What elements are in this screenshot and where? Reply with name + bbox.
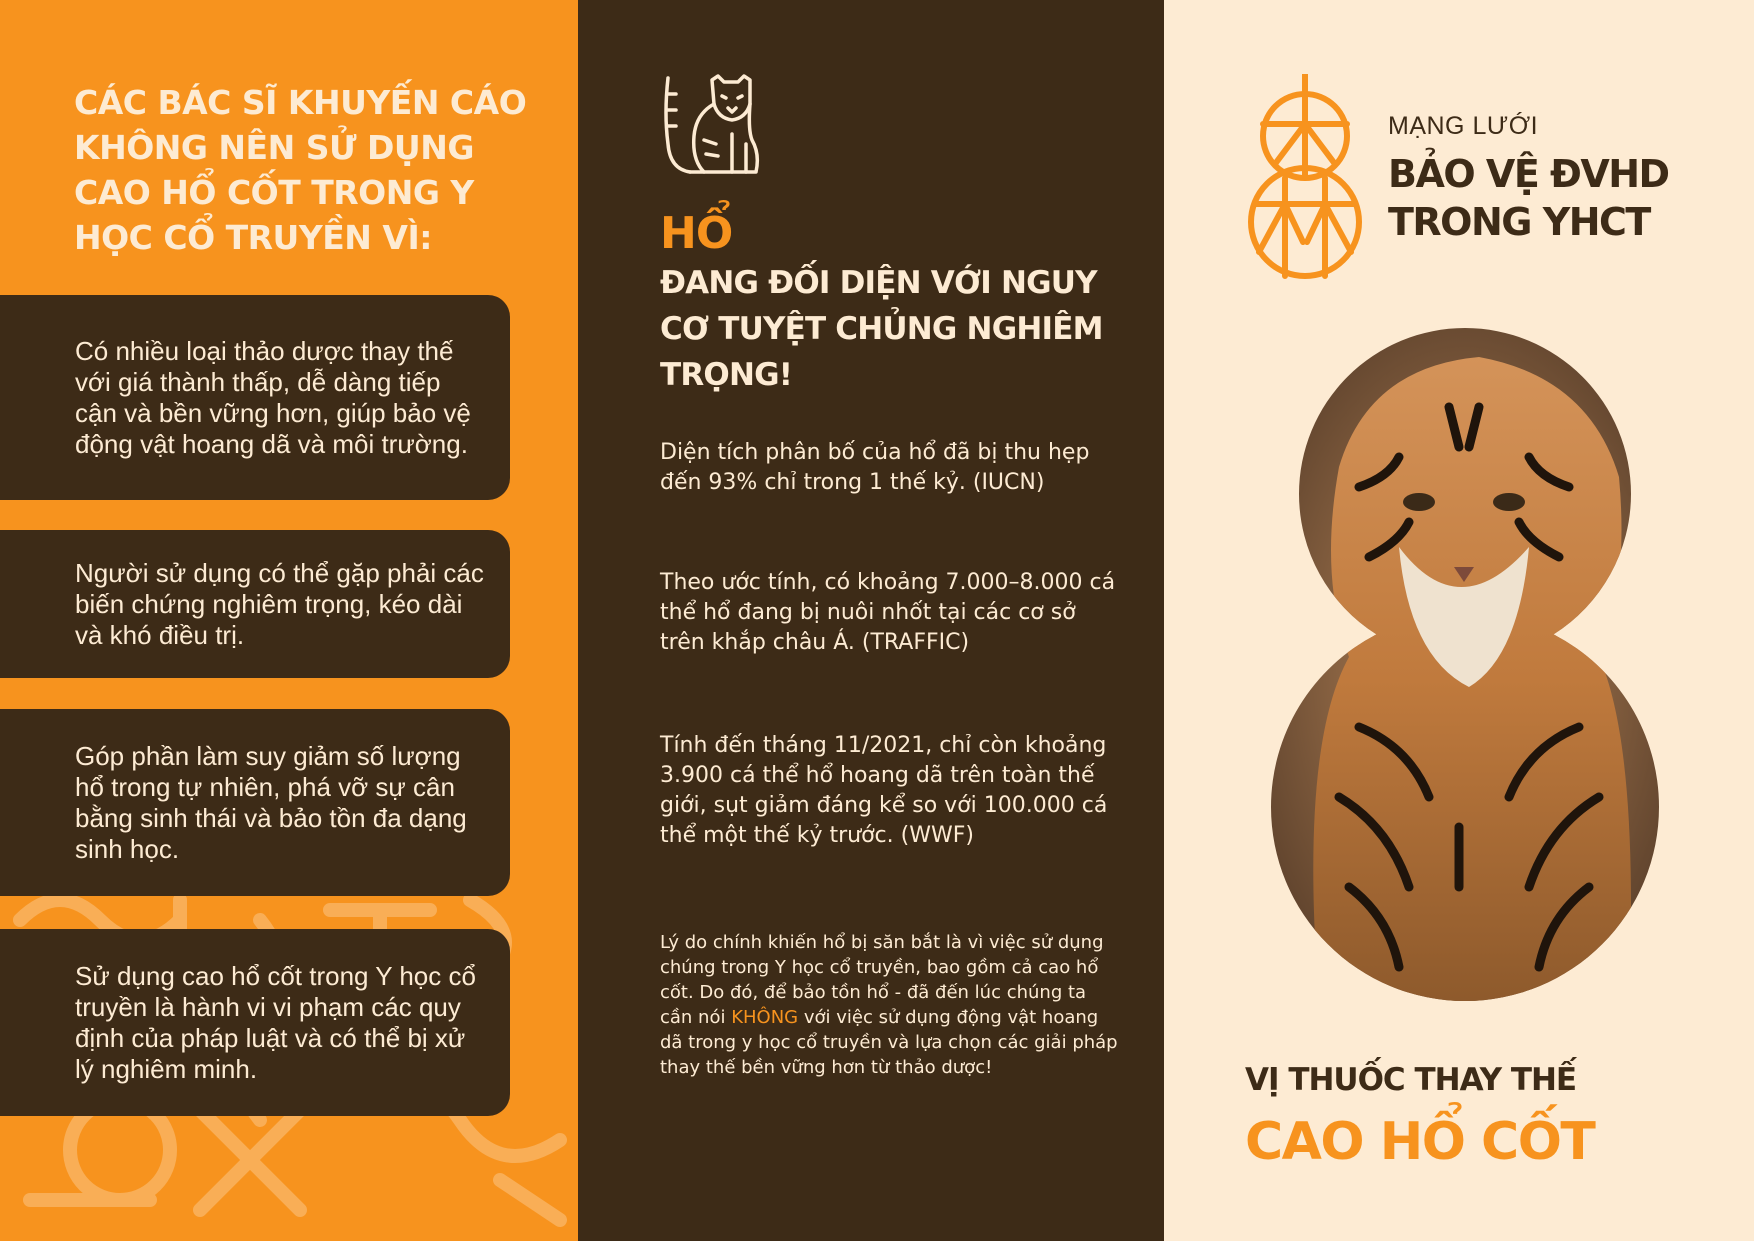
alternative-title: CAO HỔ CỐT [1245,1112,1595,1172]
network-title [1388,150,1669,246]
title-rest: ĐANG ĐỐI DIỆN VỚI NGUY CƠ TUYỆT CHỦNG NGHIÊM TRỌNG! [660,265,1103,393]
forest-character-logo [1245,74,1365,279]
stat-paragraph-1: Diện tích phân bố của hổ đã bị thu hẹp đến 93% chỉ trong 1 thế kỷ. (IUCN) [660,440,1090,495]
stat-paragraph-2: Theo ước tính, có khoảng 7.000–8.000 cá thể hổ đang bị nuôi nhốt tại các cơ sở trên khắp châu Á. (TRAFFIC) [660,570,1116,655]
network-title-line-2: TRONG YHCT [1388,200,1650,244]
closing-paragraph [660,930,1120,1080]
alternative-label: VỊ THUỐC THAY THẾ [1245,1062,1577,1098]
reason-card-4 [0,929,510,1116]
reason-card-2 [0,530,510,678]
reason-card-3 [0,709,510,896]
closing-highlight: KHÔNG [731,1007,799,1028]
left-panel [0,0,578,1241]
middle-panel [578,0,1164,1241]
closing-text-after: với việc sử dụng động vật hoang dã trong y học cổ truyền và lựa chọn các giải pháp thay thế bền vững hơn từ thảo dược! [660,1007,1118,1078]
network-label-small: MẠNG LƯỚI [1388,112,1539,140]
title-highlight: HỔ [660,208,733,259]
network-title-line-1: BẢO VỆ ĐVHD [1388,152,1669,196]
reason-text: Góp phần làm suy giảm số lượng hổ trong tự nhiên, phá vỡ sự cân bằng sinh thái và bảo tồn đa dạng sinh học. [75,740,467,864]
reason-card-1 [0,295,510,500]
reason-text: Sử dụng cao hổ cốt trong Y học cổ truyền là hành vi vi phạm các quy định của pháp luật và có thể bị xử lý nghiêm minh. [75,960,476,1084]
tiger-line-icon [660,74,764,178]
closing-text-before: Lý do chính khiến hổ bị săn bắt là vì việc sử dụng chúng trong Y học cổ truyền, bao gồm cả cao hổ cốt. Do đó, để bảo tồn hổ - đã đến lúc chúng ta cần nói [660,932,1104,1028]
stat-paragraph-3: Tính đến tháng 11/2021, chỉ còn khoảng 3.900 cá thể hổ hoang dã trên toàn thế giới, sụt giảm đáng kể so với 100.000 cá thể một thế kỷ trước. (WWF) [660,733,1108,848]
left-heading: CÁC BÁC SĨ KHUYẾN CÁO KHÔNG NÊN SỬ DỤNG CAO HỔ CỐT TRONG Y HỌC CỔ TRUYỀN VÌ: [74,83,527,257]
tiger-photo [1259,327,1671,1001]
right-panel [1164,0,1754,1241]
reason-text: Người sử dụng có thể gặp phải các biến chứng nghiêm trọng, kéo dài và khó điều trị. [75,557,484,650]
reason-text: Có nhiều loại thảo dược thay thế với giá thành thấp, dễ dàng tiếp cận và bền vững hơn, giúp bảo vệ động vật hoang dã và môi trường. [75,335,471,459]
